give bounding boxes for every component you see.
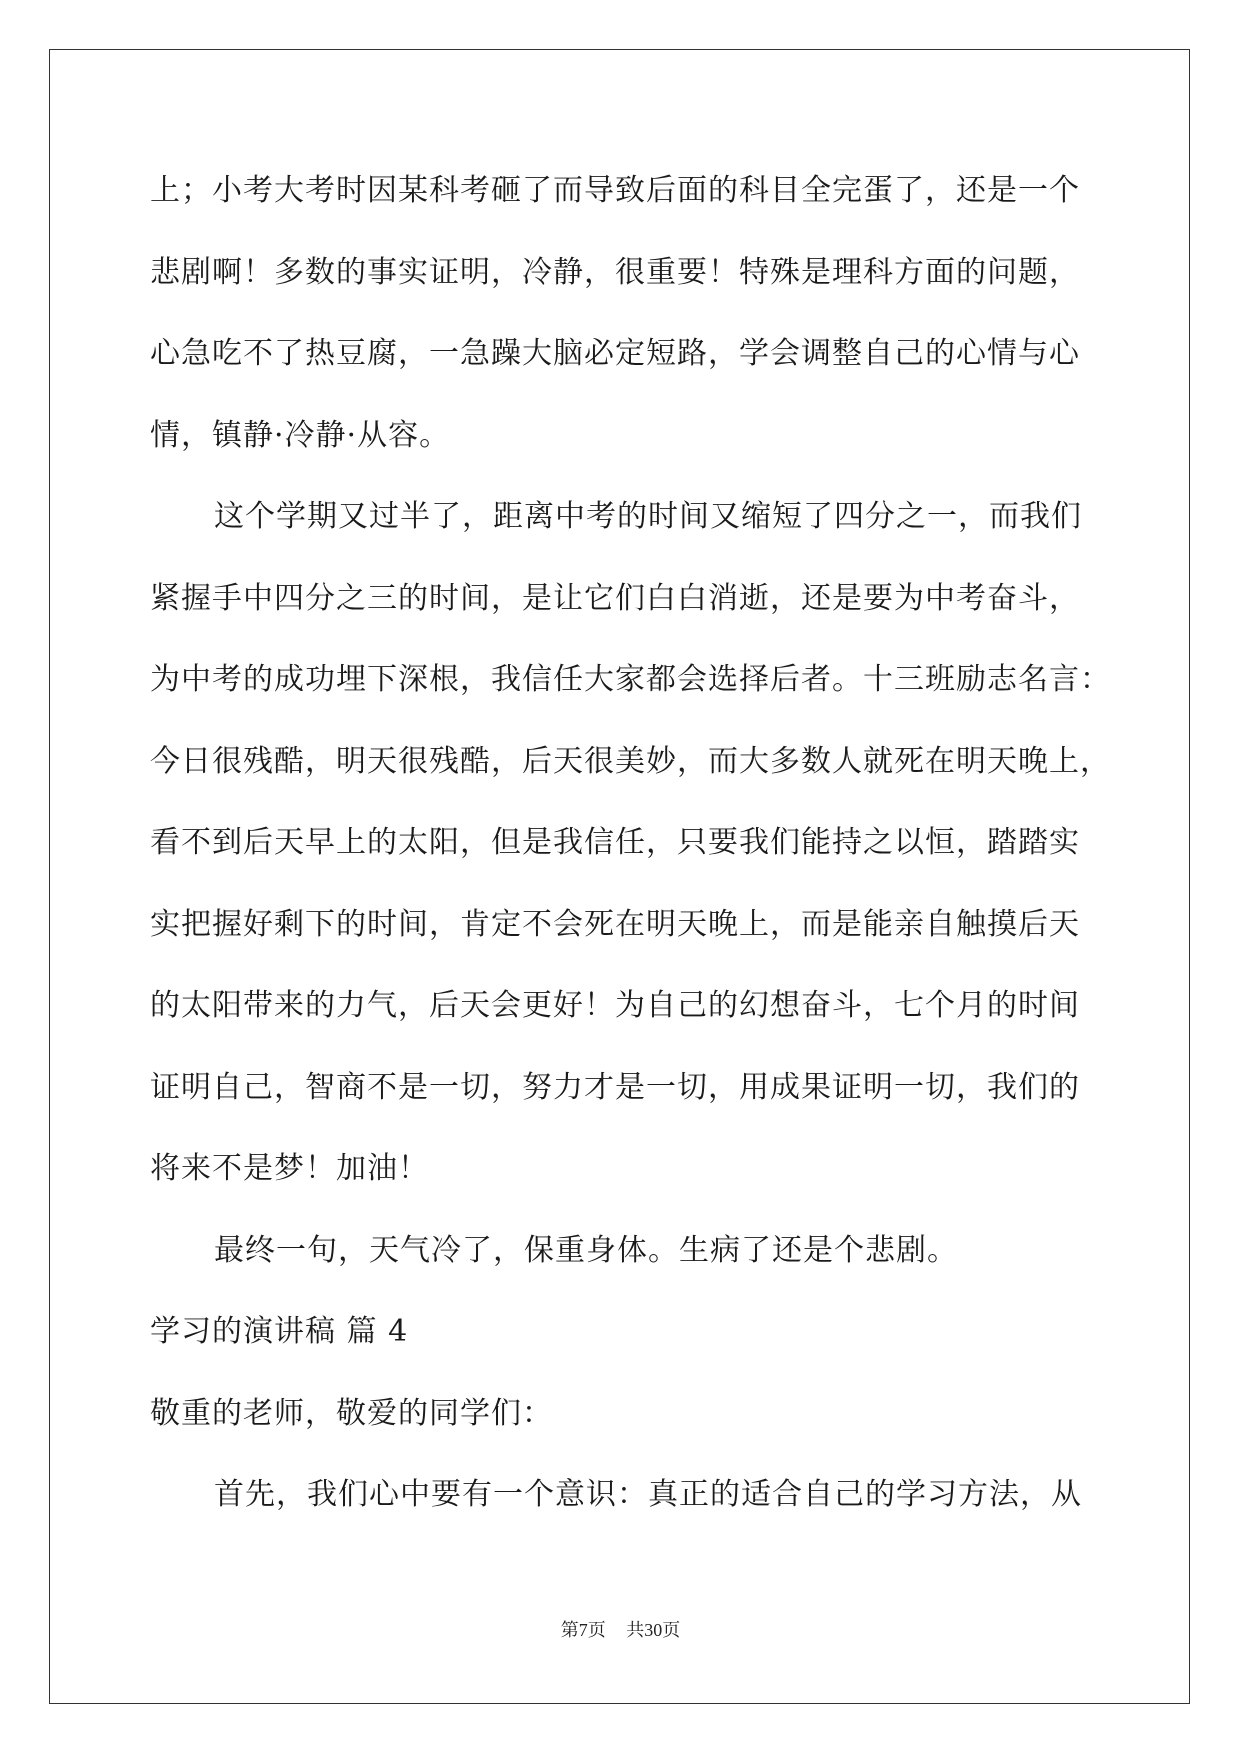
text-line: 心急吃不了热豆腐，一急躁大脑必定短路，学会调整自己的心情与心 bbox=[150, 336, 1080, 371]
total-pages: 共30页 bbox=[626, 1620, 681, 1640]
document-body bbox=[150, 150, 1111, 1536]
text-line: 悲剧啊！多数的事实证明，冷静，很重要！特殊是理科方面的问题， bbox=[150, 254, 1080, 290]
text-line: 情，镇静·冷静·从容。 bbox=[150, 417, 451, 453]
page-number: 第7页 bbox=[560, 1620, 606, 1640]
text-line: 看不到后天早上的太阳，但是我信任，只要我们能持之以恒，踏踏实 bbox=[150, 825, 1080, 860]
text-line: 紧握手中四分之三的时间，是让它们白白消逝，还是要为中考奋斗， bbox=[150, 580, 1080, 616]
page-footer bbox=[0, 1616, 1241, 1642]
text-line: 今日很残酷，明天很残酷，后天很美妙，而大多数人就死在明天晚上， bbox=[150, 743, 1111, 779]
paragraph-start-line: 首先，我们心中要有一个意识：真正的适合自己的学习方法，从 bbox=[214, 1477, 1082, 1512]
paragraph-start-line: 最终一句，天气冷了，保重身体。生病了还是个悲剧。 bbox=[214, 1232, 958, 1268]
section-heading: 学习的演讲稿 篇 4 bbox=[150, 1314, 409, 1349]
paragraph-start-line: 这个学期又过半了，距离中考的时间又缩短了四分之一，而我们 bbox=[214, 499, 1082, 534]
salutation-line: 敬重的老师，敬爱的同学们： bbox=[150, 1395, 553, 1431]
text-line: 证明自己，智商不是一切，努力才是一切，用成果证明一切，我们的 bbox=[150, 1069, 1080, 1105]
text-line: 上；小考大考时因某科考砸了而导致后面的科目全完蛋了，还是一个 bbox=[150, 173, 1080, 208]
text-line: 实把握好剩下的时间，肯定不会死在明天晚上，而是能亲自触摸后天 bbox=[150, 906, 1080, 942]
text-line: 将来不是梦！加油！ bbox=[150, 1151, 429, 1186]
text-line: 为中考的成功埋下深根，我信任大家都会选择后者。十三班励志名言： bbox=[150, 662, 1111, 697]
text-line: 的太阳带来的力气，后天会更好！为自己的幻想奋斗，七个月的时间 bbox=[150, 988, 1080, 1023]
